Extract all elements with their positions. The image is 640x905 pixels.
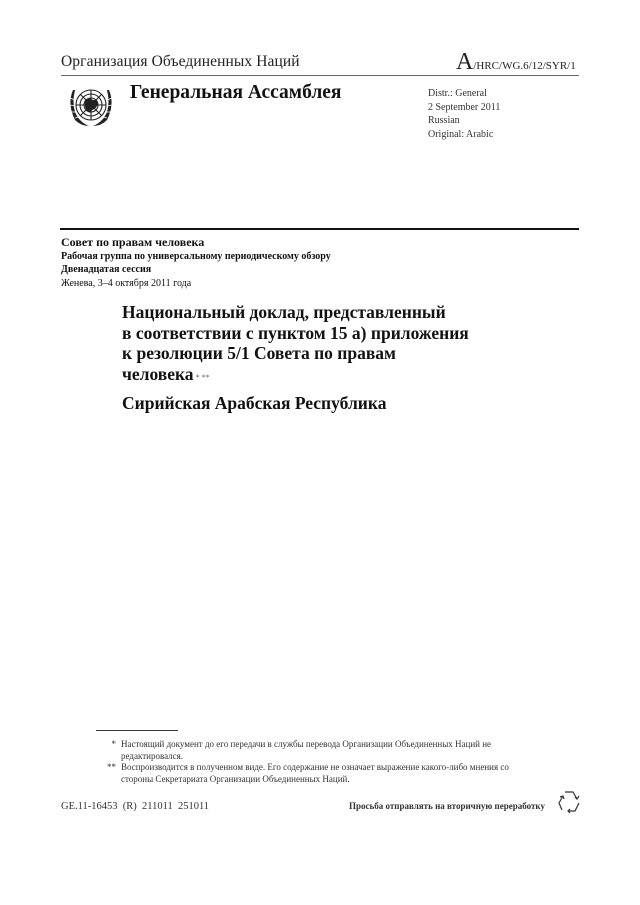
organization-name: Организация Объединенных Наций	[61, 53, 300, 70]
document-title	[122, 302, 469, 388]
header-rule	[61, 75, 579, 76]
distr-type: Distr.: General	[428, 88, 487, 99]
distr-date: 2 September 2011	[428, 101, 501, 113]
place-date: Женева, 3–4 октября 2011 года	[61, 277, 192, 289]
distribution-block	[428, 87, 500, 141]
document-symbol	[456, 50, 576, 74]
council-name: Совет по правам человека	[61, 235, 205, 249]
title-line-text: человека	[122, 363, 194, 384]
footnotes	[96, 739, 526, 785]
un-emblem-icon	[63, 80, 119, 132]
recycle-icon	[556, 788, 582, 816]
title-line: к резолюции 5/1 Совета по правам	[122, 343, 396, 363]
section-rule	[60, 228, 579, 230]
recycle-text: Просьба отправлять на вторичную переработку	[349, 801, 545, 811]
title-line: в соответствии с пунктом 15 а) приложения	[122, 322, 469, 343]
country-name: Сирийская Арабская Республика	[122, 393, 387, 413]
job-number: GE.11-16453 (R) 211011 251011	[61, 801, 210, 812]
distr-language: Russian	[428, 115, 460, 126]
working-group: Рабочая группа по универсальному периодическому обзору	[61, 250, 331, 262]
body-name: Генеральная Ассамблея	[130, 82, 342, 103]
footnote-text: Настоящий документ до его передачи в службы перевода Организации Объединенных Наций не редактировался.	[121, 739, 492, 761]
footnote	[96, 739, 526, 762]
symbol-rest: /HRC/WG.6/12/SYR/1	[473, 60, 576, 72]
title-line: Национальный доклад, представленный	[122, 302, 446, 322]
distr-original: Original: Arabic	[428, 128, 494, 140]
footnote-marks: * **	[195, 372, 210, 382]
footnote-mark: **	[107, 762, 116, 772]
footnote-rule	[96, 730, 178, 731]
footnote	[96, 762, 526, 785]
session: Двенадцатая сессия	[61, 264, 152, 275]
title-line	[122, 364, 469, 389]
footnote-mark: *	[111, 739, 116, 749]
symbol-prefix: A	[456, 49, 474, 75]
council-block	[61, 236, 331, 290]
footnote-text: Воспроизводится в полученном виде. Его содержание не означает выражение какого-либо мнения со стороны Секретариата Организации Объединенных Наций.	[121, 762, 509, 784]
